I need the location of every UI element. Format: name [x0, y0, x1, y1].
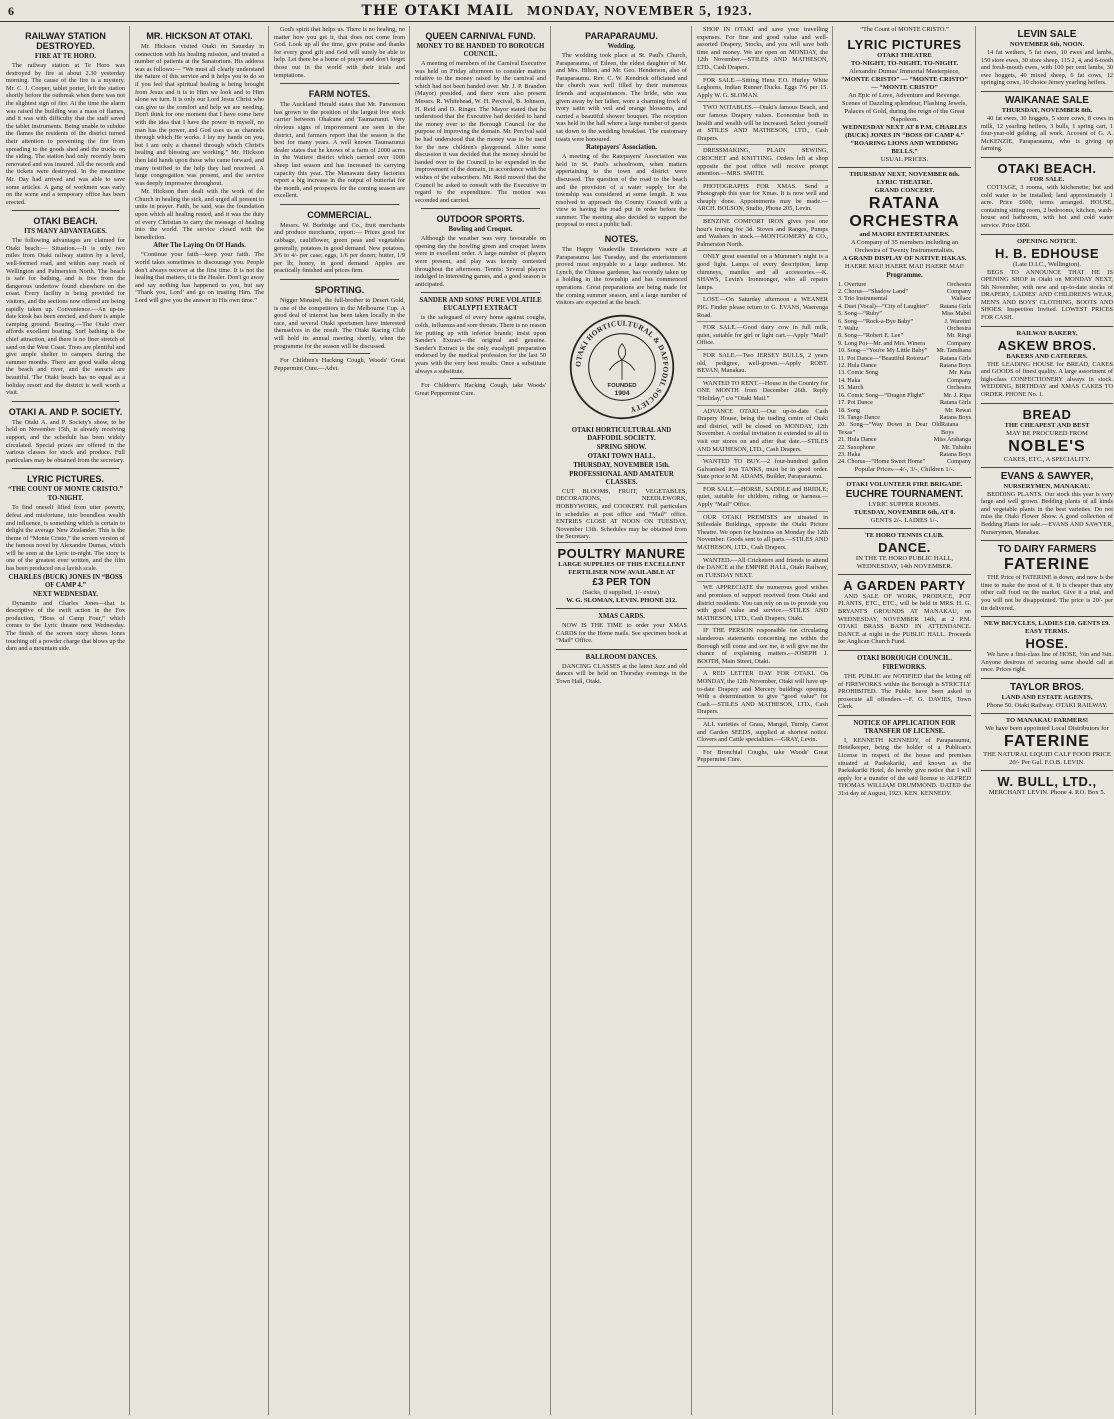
xmas-cards-advert — [556, 608, 687, 649]
advert-line: GRAND CONCERT. — [874, 186, 935, 194]
programme-item-performer: Wallace — [951, 295, 971, 303]
classified-ad: For Bronchial Coughs, take Woods' Great Peppermint Cure. — [697, 749, 828, 767]
programme-item-title: 6. Song—“Rock-a-Bye Baby” — [838, 317, 914, 325]
waikanae-sale-advert — [981, 91, 1113, 157]
column-4 — [413, 26, 551, 1415]
programme-item-performer: Miss Arahanga — [933, 436, 971, 444]
programme-item — [838, 355, 971, 362]
article-body: “Continue your faith—keep your faith. The world takes sometimes to discourage you. People don't always recover at the first time. It is not the healing that matters, it is the Healer. Don't go away and say nothing has happened to you, but say ‘Thank you, Lord’ and go on trusting Him. The Lord will give you the answer in His own time.” — [135, 251, 264, 304]
programme-item-performer: Company — [946, 339, 971, 347]
advert-text: 40 fat ewes, 30 hoggets, 5 store cows, 8 cows in milk, 12 yearling heifers, 3 bulls, 1 spring cart, 1 four-year-old gelding, all work. Account of G. A. McKENZIE, Paraparaumu, who is giving up farming. — [981, 114, 1113, 153]
programme-item-title: 4. Duet (Vocal)—“City of Laughter” — [838, 302, 929, 310]
programme-item-title: 23. Haka — [838, 450, 861, 458]
programme-item-title: 10. Song—“You're My Little Baby” — [838, 347, 928, 355]
advert-headline: OTAKI HORTICULTURAL AND DAFFODIL SOCIETY. — [571, 426, 672, 442]
advert-line: NOVEMBER 6th, NOON. — [1009, 41, 1085, 48]
column-8 — [979, 26, 1114, 1415]
article-subhead: MONEY TO BE HANDED TO BOROUGH COUNCIL. — [416, 43, 545, 58]
programme-item-title: 5. Song—“Ruby” — [838, 310, 882, 318]
programme-item — [838, 392, 971, 399]
programme-item-performer: Mr. Rewai — [944, 406, 971, 414]
programme-list — [838, 281, 971, 466]
lyric-pictures-advert — [838, 34, 971, 167]
programme-item-title: 2. Chorus—“Shadow Land” — [838, 288, 908, 295]
article-body: The railway station at Te Horo was destroyed by fire at about 2.30 yesterday morning. The cause of the fire is a mystery. Mr. C. J. Cooper, tablet porter, left the station shortly before the outbreak when there was not the slightest sign of fire. At the time the alarm was raised the building was a mass of flames, and it was with difficulty that the staff saved the tablet instruments. Being unable to subdue the flames the residents of the district turned their attention to preventing the fire from spreading to the goods shed and the trucks on the siding. The station had only recently been renovated and was insured. All the records and the tickets were destroyed. In the meantime Mr. Day had arrived and was able to save some articles. A gang of workmen was early on the scene and a temporary office has been erected. — [6, 62, 125, 206]
programme-item-performer: Mr. Tuhuhu — [941, 443, 971, 451]
programme-item-performer: Company — [946, 288, 971, 295]
programme-item-performer: Ratana Boys — [941, 421, 959, 436]
advert-line: THURSDAY, NOVEMBER 15th. — [573, 461, 670, 469]
advert-headline: BREAD — [1022, 406, 1072, 422]
issue-date: MONDAY, NOVEMBER 5, 1923. — [527, 4, 753, 19]
classified-ad: IF THE PERSON responsible for circulating slanderous statements concerning me within the Borough will come and see me, it will give me the chance of explaining matters.—JOSEPH J. BOOTH, Main Street, Otaki. — [697, 627, 828, 668]
article-headline: OUTDOOR SPORTS. — [436, 214, 525, 225]
programme-heading: Programme. — [886, 271, 923, 279]
classified-ad: ONLY great essential on a Mummer's night is a good light. Lamps of every description, lamp chimneys, mantles and all accessories.—K. SHAWS, Levin's Ironmonger, who all repairs lamps. — [697, 253, 828, 294]
programme-item — [838, 399, 971, 406]
advert-line: CAKES, ETC., A SPECIALITY. — [1003, 455, 1091, 463]
levin-sale-advert — [981, 26, 1113, 91]
advert-text: 14 fat wethers, 5 fat ewes, 10 ewes and lambs, 150 store ewes, 30 store sheep, 115 2, 4, and 6-tooth and fresh-mouth ewes, with 100 per cent lambs, 30 ewe hoggets, 40 mixed sheep, 6 fat cows, 12 springing cows, 10 choice Jersey yearling heifers. — [981, 49, 1113, 87]
programme-item-performer: J. Waretini — [944, 317, 971, 325]
advert-headline: EVANS & SAWYER, — [1000, 470, 1094, 482]
advert-line: “MONTE CRISTO” — “MONTE CRISTO” — “MONTE CRISTO” — [841, 75, 968, 91]
programme-item-performer: Ratana Boys — [939, 413, 971, 421]
advert-text: THE LEADING HOUSE for BREAD, CAKES and GOODS of finest quality. A large assortment of high-class CONFECTIONERY always in stock. WEDDING, BIRTHDAY and XMAS CAKES TO ORDER. PHONE No. 1. — [981, 360, 1113, 399]
advert-line: THURSDAY, NOVEMBER 8th. — [1001, 106, 1093, 114]
programme-item — [838, 303, 971, 310]
advert-headline: W. BULL, LTD., — [997, 773, 1097, 789]
programme-item-performer: Ratana Girls — [939, 302, 971, 310]
classified-ad: FOR SALE.—Good dairy cow in full milk, quiet, suitable for girl or light cart.—Apply “Mail” Office. — [697, 324, 828, 350]
article-body: Although the weather was very favourable on opening day the bowling green and croquet lawns were in excellent order. A large number of players were present, and play was keenly contested throughout the afternoon. Tennis: Several players indulged in interesting games, and a good season is anticipated. — [415, 235, 546, 288]
advert-headline: ASKEW BROS. — [997, 337, 1097, 353]
advert-headline: SANDER AND SONS' PURE VOLATILE EUCALYPTI EXTRACT — [419, 297, 542, 313]
classified-ad: WANTED TO RENT.—House in the Country for ONE MONTH from December 26th. Reply “Holiday,” c/o “Otaki Mail.” — [697, 380, 828, 406]
advert-headline: BALLROOM DANCES. — [585, 653, 658, 661]
advert-line: TO MANAKAU FARMERS! — [1005, 716, 1089, 724]
programme-item — [838, 362, 971, 369]
advert-line: LARGE SUPPLIES OF THIS EXCELLENT FERTILISER NOW AVAILABLE AT — [558, 560, 685, 576]
article-body: Dynamite and Charles Jones—that is descriptive of the swift action in the Fox production, “Boss of Camp Four,” which comes to the Lyric theatre next Wednesday. The finish of the screen story shows Jones touching off a powder charge that blows up the dam and a mountain side. — [6, 599, 125, 653]
advert-line: “ROARING LIONS AND WEDDING BELLS.” — [850, 139, 959, 155]
advert-text: BEDDING PLANTS. Our stock this year is very large and well grown. Bedding plants of all kinds and vegetable plants in the best varieties. Do not miss the Otaki Flower Show. A good collection of Bedding Plants for sale.—EVANS AND SAWYER, Nurserymen, Manakau. — [981, 490, 1113, 536]
programme-item — [838, 377, 971, 384]
manakau-farmers-advert — [981, 713, 1113, 770]
advert-line: WEDNESDAY NEXT AT 8 P.M. CHARLES (BUCK) JONES IN “BOSS OF CAMP 4.” — [842, 123, 967, 139]
advert-line: LYRIC SUPPER ROOMS. — [868, 500, 941, 508]
advert-text: For Children's Hacking Cough, take Woods' Great Peppermint Cure. — [415, 382, 546, 397]
programme-item-performer: Orchestra — [946, 280, 971, 288]
programme-item — [838, 436, 971, 443]
advert-line: (Sacks, if supplied, 1/- extra). — [582, 588, 661, 596]
advert-line: BAKERS AND CATERERS. — [1006, 352, 1088, 360]
programme-item-title: 21. Hula Dance — [838, 436, 877, 444]
advert-headline: FATERINE — [1004, 556, 1090, 574]
programme-item-title: 7. Waltz — [838, 325, 859, 333]
article-body: Messrs. W. Burbidge and Co., fruit merchants and produce merchants, report:— Prices good for cabbage, cauliflower, green peas and vegetables generally, potatoes in good demand. New potatoes, 3/6 to 4/- per case; eggs, 1/6 per dozen; butter, 1/9 per lb; honey, in good demand. Apples are practically finished and prices firm. — [274, 221, 405, 275]
article-headline: OTAKI A. AND P. SOCIETY. — [8, 406, 123, 417]
advert-line: W. G. SLOMAN, LEVIN. PHONE 212. — [566, 596, 677, 604]
programme-item-title: 8. Song—“Robert E. Lee” — [838, 332, 904, 340]
article-headline: NOTES. — [604, 234, 639, 245]
programme-item — [838, 281, 971, 288]
masthead — [0, 0, 1114, 22]
advert-line: THURSDAY NEXT, NOVEMBER 8th. — [849, 170, 960, 178]
programme-item-performer: Mr. Ringi — [946, 332, 971, 340]
advert-line: OTAKI TOWN HALL. — [587, 452, 656, 460]
advert-line: We have been appointed Local Distributors for — [985, 724, 1109, 732]
advert-text: We have a first-class line of HOSE, ½in and ⅝in. Anyone desirous of securing same should call at once. Prices right. — [981, 651, 1113, 674]
advert-text: AND SALE OF WORK, PRODUCE, POT PLANTS, ETC., ETC., will be held in MRS. H. G. BRYANT'S GROUNDS AT MANAKAU, on WEDNESDAY, NOVEMBER 14th, at 2 P.M. OTAKI BRASS BAND IN ATTENDANCE. DANCE at night in the PUBLIC HALL. Proceeds for Anglican Church Fund. — [838, 592, 971, 646]
licence-notice — [838, 715, 971, 802]
programme-item-title: 12. Hula Dance — [838, 362, 877, 370]
classified-ad: FOR SALE.—Sitting Hens F.O. Hurley White Leghorns, Indian Runner Ducks. Eggs 7/6 per 15. Apply W. G. SLOMAN. — [697, 77, 828, 103]
article-subhead: CHARLES (BUCK) JONES IN “BOSS OF CAMP 4.” — [8, 573, 123, 589]
advert-line: MERCHANT LEVIN. Phone 4. P.O. Box 5. — [988, 788, 1106, 796]
evans-sawyer-advert — [981, 467, 1113, 541]
advert-line: SPRING SHOW. — [596, 443, 647, 451]
classified-ad: OUR OTAKI PREMISES are situated in Stilesdale Buildings, opposite the Otaki Picture Theatre. We open for business on Monday the 12th November. Goods sent to all parts.—STILES AND MATHESON, LTD., Cash Drapers. — [697, 514, 828, 555]
advert-line: MAY BE PROCURED FROM — [1006, 429, 1088, 437]
advert-text: is the safeguard of every home against coughs, colds, influenza and sore throats. There is no reason for putting up with inferior brands; insist upon Sander's Extract—the original and genuine. Sander's Extract is the only eucalypti preparation endorsed by the medical profession for the last 50 years with the very best results. Once a substitute always a substitute. — [415, 314, 546, 375]
programme-item-performer: Ratana Girls — [939, 399, 971, 407]
column-3 — [272, 26, 410, 1415]
programme-item-title: 22. Saxophone — [838, 443, 875, 451]
classified-ad: WANTED.—All Cricketers and friends to attend the DANCE at the EMPIRE HALL, Otaki Railway, on TUESDAY NEXT. — [697, 557, 828, 583]
column-2 — [133, 26, 269, 1415]
advert-headline: LYRIC PICTURES — [847, 36, 962, 52]
programme-item-performer: Ratana Boys — [939, 450, 971, 458]
tennis-dance-advert — [838, 528, 971, 574]
article-headline: RAILWAY STATION DESTROYED. — [25, 31, 106, 51]
classified-ad: SHOP IN OTAKI and save your travelling expenses. For fine and good value and well-assorted Drapery, Stocks, and you will save both time and money. We are open on MONDAY, the 12th November.—STILES AND MATHESON, LTD., Cash Drapers. — [697, 26, 828, 75]
article-subhead: TO-NIGHT. — [47, 495, 84, 503]
seal-founded: FOUNDED — [607, 382, 636, 389]
classified-ad: ADVANCE OTAKI.—Our up-to-date Cash Drapery House, being the trading centre of Otaki and district, will be closed on MONDAY, 12th November. A cordial invitation is extended to all to visit our stores on and after that date.—STILES AND MATHESON, LTD., Cash Drapers. — [697, 408, 828, 457]
advert-headline: A GARDEN PARTY — [843, 577, 966, 593]
programme-item — [838, 310, 971, 317]
advert-subhead: FIREWORKS. — [882, 663, 927, 671]
article-subhead: Bowling and Croquet. — [448, 226, 513, 234]
article-headline: FARM NOTES. — [308, 89, 371, 100]
advert-headline: WAIKANAE SALE — [1005, 94, 1089, 106]
advert-text: NOW IS THE TIME to order your XMAS CARDS for the Home mails. See specimen book at “Mail” Office. — [556, 621, 687, 645]
advert-line: THE CHEAPEST AND BEST — [1004, 421, 1090, 429]
classified-ad: FOR SALE.—Two JERSEY BULLS, 2 years old, pedigree, well-grown.—Apply ROBT. BEVAN, Manakau. — [697, 352, 828, 378]
programme-item-title: 1. Overture — [838, 280, 867, 288]
advert-line: and MAORI ENTERTAINERS. — [859, 230, 950, 238]
programme-item — [838, 458, 971, 465]
advert-text: For Children's Hacking Cough, Woods' Great Peppermint Cure.—Advt. — [274, 357, 405, 372]
article-subhead: ITS MANY ADVANTAGES. — [24, 228, 107, 236]
programme-item-performer: Mr. Kata — [949, 369, 971, 377]
article-body: The Happy Vaudeville Entertainers were at Paraparaumu last Tuesday, and the entertainment proved most enjoyable to a large audience. Mr. Lynch, the Chinese gardener, has recently taken up a holding in the township and has commenced operations. Great preparations are being made for the coming summer season, and a large number of visitors are expected at the beach. — [556, 246, 687, 307]
advert-line: A GRAND DISPLAY OF NATIVE HAKAS. — [842, 254, 967, 262]
classified-ad: FOR SALE.—HORSE, SADDLE and BRIDLE; quiet, suitable for children, riding, or harness.—Apply “Mail” Office. — [697, 486, 828, 512]
article-subhead: Ratepayers' Association. — [586, 144, 657, 152]
programme-item-title: 11. Poi Dance—“Beautiful Rotorua” — [838, 354, 929, 362]
advert-line: GENTS 2/-. LADIES 1/-. — [870, 516, 939, 524]
advert-line: TUESDAY, NOVEMBER 6th, AT 8. — [853, 508, 956, 516]
advert-line: LYRIC THEATRE. — [876, 178, 933, 186]
advert-text: DANCING CLASSES at the latest Jazz and old dances will be held on Thursday evenings in the Town Hall, Otaki. — [556, 662, 687, 685]
article-body: Nigger Minstrel, the full-brother to Desert Gold, is one of the competitors in the Melbourne Cup. A good deal of interest has been taken locally in the race, and several Otaki sportsmen have interested themselves in the result. The Otaki Racing Club will hold its annual meeting shortly, when the programme for the season will be discussed. — [274, 297, 405, 350]
advert-headline: TAYLOR BROS. — [1010, 681, 1084, 693]
programme-item-performer: Orchestra — [946, 325, 971, 333]
ballroom-advert — [556, 649, 687, 690]
dairy-farmers-advert — [981, 540, 1113, 616]
advert-line: OTAKI VOLUNTEER FIRE BRIGADE. — [846, 480, 963, 488]
article-headline: COMMERCIAL. — [307, 209, 372, 220]
advert-headline: OTAKI BEACH. — [997, 160, 1097, 176]
programme-item — [838, 318, 971, 325]
programme-item — [838, 332, 971, 339]
programme-item — [838, 407, 971, 414]
advert-headline: H. B. EDHOUSE — [994, 245, 1099, 261]
article-headline: PARAPARAUMU. — [585, 31, 658, 41]
advert-headline: RATANA ORCHESTRA — [849, 194, 960, 230]
advert-headline: LEVIN SALE — [1017, 29, 1077, 40]
programme-item-performer: Miss Mabel — [941, 310, 971, 318]
askew-advert — [981, 326, 1113, 403]
advert-line: OTAKI THEATRE — [877, 51, 932, 59]
programme-item-performer: Orchestra — [946, 384, 971, 392]
classified-ad: BENZINE COMFORT IRON gives you one hour's ironing for 3d. Stoves and Ranges, Pumps and Washers in stock.—MONTGOMERY & CO., Palmerston North. — [697, 218, 828, 251]
article-body: Mr. Hickson visited Otaki on Saturday in connection with his healing mission, and treated a number of patients at the Sanatorium. His address was as follows:— “We must all clearly understand the nature of this service and it helps you to do so if you feel that spiritual healing is being brought from Jesus and it is to Him we look and to Him alone we turn. It is only our Lord Jesus Christ who can give us the comfort and help we are needing. Don't think for one moment that I have come here with the idea that I have the power in myself, no man has the power, and God uses us as channels through which He works. I lay my hands on you, but I am only a channel through which Christ's healing and blessing are working.” Mr. Hickson then laid hands upon those who came forward, and many testified to the help they had received. A large congregation was present, and the service was deeply impressive throughout. — [135, 43, 264, 187]
advert-line: LAND AND ESTATE AGENTS, — [1001, 693, 1093, 701]
programme-item-title: 14. Haka — [838, 376, 861, 384]
advert-line: PROFESSIONAL AND AMATEUR CLASSES. — [569, 470, 674, 486]
hose-advert — [981, 616, 1113, 678]
advert-line: Phone 50. Otaki Railway. OTAKI RAILWAY. — [986, 701, 1108, 709]
programme-item-title: 17. Poi Dance — [838, 399, 873, 407]
advert-line: TE HORO TENNIS CLUB. — [865, 531, 944, 539]
article-headline: QUEEN CARNIVAL FUND. — [425, 31, 536, 41]
classified-ad: ALL varieties of Grass, Mangel, Turnip, Carrot and Garden SEEDS, supplied at shortest notice. Clovers and Cattle specialities.—GRAY, Levin. — [697, 721, 828, 747]
advert-headline: HOSE. — [1025, 636, 1069, 652]
advert-line: NEW BICYCLES, LADIES £10. GENTS £9. EASY TERMS. — [984, 620, 1110, 636]
otaki-beach-advert — [981, 157, 1113, 234]
advert-headline: EUCHRE TOURNAMENT. — [845, 488, 964, 500]
advert-headline: XMAS CARDS. — [598, 612, 645, 620]
garden-party-advert — [838, 574, 971, 650]
article-body: The wedding took place at St. Paul's Church, Paraparaumu, of Eileen, the eldest daughter of Mr. and Mrs. Hilton, and Mr. Geo. Henderson, also of Paraparaumu. Rev. C. W. Kendrick officiated and the church was well filled by their numerous friends and acquaintances. The bride, who was given away by her father, wore a charming frock of ivory satin with veil and orange blossoms, and carried a beautiful shower bouquet. The reception was held in the hall where a large number of guests sat down to the wedding breakfast. The customary toasts were honoured. — [556, 52, 687, 143]
classified-ad: TWO NOTABLES.—Otaki's famous Beach, and our famous Drapery values. Economise both in health and wealth will be increased. Select yourself at STILES AND MATHESON, LTD., Cash Drapers. — [697, 104, 828, 145]
programme-item-title: 3. Trio Instrumental — [838, 295, 888, 303]
column-5 — [554, 26, 692, 1415]
article-subhead: Wedding. — [607, 43, 636, 50]
article-headline: SPORTING. — [314, 285, 365, 296]
programme-item-title: 18. Song — [838, 406, 861, 414]
article-subhead: FIRE AT TE HORO. — [34, 53, 97, 60]
advert-headline: POULTRY MANURE — [557, 545, 686, 561]
society-seal-emblem — [568, 313, 676, 421]
article-headline: LYRIC PICTURES. — [27, 474, 104, 485]
euchre-advert — [838, 477, 971, 528]
advert-line: FOR SALE. — [1029, 175, 1065, 183]
advert-line: (Late D.I.C., Wellington). — [1012, 260, 1082, 268]
bread-advert — [981, 403, 1113, 467]
advert-line: THE NATURAL LIQUID CALF FOOD PRICE 20/- Per Gal. F.O.B. LEVIN. — [983, 750, 1111, 766]
article-headline: MR. HICKSON AT OTAKI. — [146, 31, 253, 41]
classified-ad: A RED LETTER DAY FOR OTAKI. On MONDAY, the 12th November, Otaki will have up-to-date Drapery and Mercery buildings opening. With a determination to give “good value” for Cash.—STILES AND MATHESON, LTD., Cash Drapers. — [697, 670, 828, 719]
programme-item-performer: Ratana Girls — [939, 354, 971, 362]
classified-ad: DRESSMAKING, PLAIN SEWING, CROCHET and KNITTING. Orders left at shop opposite the post office will receive prompt attention.—MRS. SMITH. — [697, 147, 828, 180]
programme-item-title: 9. Long Poi—Mr. and Mrs. Winera — [838, 339, 925, 347]
programme-item — [838, 451, 971, 458]
borough-council-notice — [838, 650, 971, 715]
article-body: To find oneself lifted from utter poverty, defeat and misfortune, into boundless wealth and influence, is something which is certain to delight the average New Zealander. This is the theme of “Monte Cristo,” the screen version of the famous novel by Alexandre Dumas, which will be seen at the Lyric to-night. The story is one of the greatest ever written, and the film has been produced on a lavish scale. — [6, 504, 125, 573]
article-headline: OTAKI BEACH. — [33, 216, 98, 227]
advert-headline: OTAKI BOROUGH COUNCIL. — [857, 654, 952, 662]
article-body: Mr. Hickson then dealt with the work of the Church in healing the sick, and urged all present to unite in prayer. Faith, he said, was the foundation upon which all healing rested, and it was the duty of every Christian to carry the message of healing into the world. The service closed with the benediction. — [135, 188, 264, 241]
page-number: 6 — [8, 4, 14, 18]
programme-item-performer: Company — [946, 376, 971, 384]
programme-item-performer: Ratana Boys — [939, 362, 971, 370]
advert-headline: NOTICE OF APPLICATION FOR TRANSFER OF LICENSE. — [853, 719, 956, 735]
classified-ad: LOST.—On Saturday afternoon a WEANER PIG. Finder please return to G. EVANS, Waerenga Road. — [697, 296, 828, 322]
programme-item — [838, 369, 971, 376]
programme-item-performer: Mr. J. Ripa — [943, 391, 971, 399]
poultry-advert — [556, 542, 687, 608]
programme-item-title: 13. Comic Song — [838, 369, 879, 377]
bull-ltd-advert — [981, 770, 1113, 800]
article-body: God's spirit that helps us. There is no healing, no matter how you get it, that does not come from God. Look up all the time, give praise and thanks for every good gift and God will surely be able to help. Let there be a home of prayer and don't forget those out in the world with their trials and temptations. — [274, 26, 405, 79]
article-subhead: “THE COUNT OF MONTE CRISTO.” — [8, 486, 123, 494]
advert-headline: DANCE. — [878, 539, 931, 555]
programme-item-title: 19. Tango Dance — [838, 413, 880, 421]
classified-ad: PHOTOGRAPHS FOR XMAS. Send a Photograph this year for Xmas. It is now well and cheaply done. Appointments may be made.—ARCH. BOLSON, Studio, Phone 205, Levin. — [697, 183, 828, 216]
edhouse-advert — [981, 234, 1113, 326]
programme-item-title: 24. Chorus—“Home Sweet Home” — [838, 458, 926, 466]
ratana-advert — [838, 167, 971, 477]
advert-line: An Epic of Love, Adventure and Revenge. — [848, 91, 961, 99]
advert-price: £3 PER TON — [592, 576, 651, 588]
programme-item — [838, 295, 971, 302]
classified-ad: WANTED TO BUY.—2 four-hundred gallon Galvanised iron TANKS, must be in good order. State price to M. ADAMS, Builder, Paraparaumu. — [697, 458, 828, 484]
advert-line: RAILWAY BAKERY, — [1016, 329, 1078, 337]
column-7 — [836, 26, 976, 1415]
advert-line: Popular Prices—4/-, 3/-, Children 1/-. — [854, 465, 955, 473]
programme-item — [838, 421, 971, 436]
article-body: The Auckland Herald states that Mr. Parsonson has grown to the position of the largest live stock carrier between Ohakune and Taumarunui. Very obvious signs of improvement are seen in the district, and farmers report that the season is the best for many years. A well known Taumarunui dealer states that he knows of a farm of 2000 acres in the Waitere district which carried over 1000 sheep last season and has increased its carrying capacity this year. The Manawatu dairy factories report a big increase in the output of butterfat for the month, and prospects for the coming season are excellent. — [274, 101, 405, 200]
article-body: A meeting of the Ratepayers' Association was held in St. Paul's schoolroom, when matters appertaining to the town and district were discussed. The question of the road to the beach and the provision of a water supply for the township was considered at some length. It was resolved to approach the County Council with a view to having the road put in order before the summer. The meeting also decided to support the proposal to erect a public hall. — [556, 153, 687, 229]
programme-item-performer: Company — [946, 458, 971, 466]
advert-headline: FATERINE — [1004, 732, 1090, 750]
advert-text: I, KENNETH KENNEDY, of Paraparaumu, Hotelkeeper, being the holder of a Publican's License in respect of the house and premises situated at Paekakariki, and known as the Paekakariki Hotel, do hereby give notice that I will apply for a transfer of the said license to ALFRED THOMAS WILLIAM DRUMMOND. DATED the 31st day of August, 1923. KEN. KENNEDY. — [838, 736, 971, 798]
advert-line: NURSERYMEN, MANAKAU. — [1003, 482, 1091, 490]
advert-text: THE PUBLIC are NOTIFIED that the letting off of FIREWORKS within the Borough is STRICTLY PROHIBITED. The Public have been asked to prosecute all offenders.—F. G. DAVIES, Town Clerk. — [838, 672, 971, 711]
column-1 — [4, 26, 130, 1415]
programme-item — [838, 347, 971, 354]
advert-line: “The Count of MONTE CRISTO.” — [860, 26, 949, 33]
programme-item — [838, 340, 971, 347]
advert-line: Alexandre Dumas' Immortal Masterpiece, — [849, 67, 960, 75]
article-body: A meeting of members of the Carnival Executive was held on Friday afternoon to consider matters relative to the money raised by the carnival and which had not been handed over. Mr. J. P. Brandon (Mayor) presided, and there were also present Messrs. R. Whitehead, W. H. Percival, B. Johnson, H. Reid and D. Ringer. The Mayor stated that he understood that the Executive had decided to hand the money over to the Borough Council for the purpose of improving the domain. Mr. Percival said he had understood that the money was to be used for the new children's playground. After some discussion it was decided that the money should be handed over to the Council to be expended in the improvement of the domain, in accordance with the wishes of the subscribers. Mr. Reid moved that the Council be asked to consult with the Executive in regard to the expenditure. The motion was seconded and carried. — [415, 60, 546, 204]
advert-headline: NOBLE'S — [1008, 437, 1086, 455]
classified-ad: WE APPRECIATE the numerous good wishes and promises of support received from Otaki and district residents. You can rely on us to provide you with good value and service.—STILES AND MATHESON, LTD., Cash Drapers, Otaki. — [697, 584, 828, 625]
advert-line: TO-NIGHT, TO-NIGHT, TO-NIGHT. — [850, 59, 959, 67]
programme-item-title: 15. March — [838, 384, 864, 392]
article-subhead: After The Laying On Of Hands. — [153, 242, 246, 250]
programme-item — [838, 414, 971, 421]
advert-line: HAERE MAI! HAERE MAI! HAERE MAI! — [844, 262, 965, 270]
programme-item — [838, 325, 971, 332]
programme-item-performer: Mr. Tamihana — [936, 347, 971, 355]
programme-item — [838, 288, 971, 295]
seal-year: 1904 — [613, 389, 630, 397]
advert-text: THE Price of FATERINE is down, and now is the time to make the most of it. It is cheaper than any other calf food on the market. Give it a trial, and you will not be disappointed. The price is 20/- per tin delivered. — [981, 574, 1113, 612]
advert-line: OPENING NOTICE. — [1016, 237, 1078, 245]
page-columns — [4, 26, 1113, 1415]
advert-line: Scenes of Dazzling splendour, Flashing Jewels, Palaces of Gold, during the reign of the Great Napoleon. — [841, 99, 968, 123]
advert-text: BEGS TO ANNOUNCE THAT HE IS OPENING SHOP in Otaki on MONDAY NEXT, 5th November, with new and up-to-date stocks of DRAPERY, LADIES' AND CHILDREN'S WEAR, MEN'S AND BOYS' CLOTHING, BOOTS AND SHOES. Inspection Invited. LOWEST PRICES FOR CASH. — [981, 268, 1113, 322]
seal-ring-text: OTAKI HORTICULTURAL & DAFFODIL SOCIETY — [573, 318, 670, 415]
advert-headline: TO DAIRY FARMERS — [997, 544, 1097, 556]
programme-item — [838, 444, 971, 451]
advert-line: USUAL PRICES. — [880, 155, 929, 163]
newspaper-title: THE OTAKI MAIL — [361, 3, 514, 19]
taylor-bros-advert — [981, 678, 1113, 713]
advert-text: CUT BLOOMS, FRUIT, VEGETABLES, DECORATIONS, NEEDLEWORK, HOBBYWORK, and COOKERY. Full particulars in schedules at post office and “Mail” office. ENTRIES CLOSE AT NOON ON TUESDAY, November 13th. Schedules may be obtained from the Secretary. — [556, 487, 687, 541]
article-body: The following advantages are claimed for Otaki beach:— Situation.—It is only two miles from Otaki railway station by a level, well-formed road, and within easy reach of Wellington and Palmerston North. The beach is safe for bathing, and is free from the dangerous undertow found elsewhere on the coast. Every facility is being provided for visitors, and the sections now offered are being rapidly taken up. Convenience.—An up-to-date kiosk has been erected, and there is ample camping ground. Boating.—The Otaki river affords excellent boating. Surf bathing is the chief attraction, and there is no finer stretch of sand on the West Coast. Trees are plentiful and give ample shelter to campers during the summer months. There are good walks along the beach and river, and the sunsets are beautiful. The Otaki beach has no equal as a holiday resort and the district is well worth a visit. — [6, 237, 125, 397]
programme-item-title: 16. Comic Song—“Dragon Flight” — [838, 391, 925, 399]
advert-text: COTTAGE, 3 rooms, with kitchenette; hot and cold water to be installed; land approximately 1 acre. Price £600, terms arranged. HOUSE, containing sitting room, 2 bedrooms, kitchen, wash-house and bathroom, with hot and cold water service. Price £850. — [981, 183, 1113, 229]
article-subhead: NEXT WEDNESDAY. — [33, 590, 98, 598]
advert-line: A Company of 35 members including an Orchestra of Twenty Instrumentalists. — [850, 238, 959, 254]
programme-item — [838, 384, 971, 391]
advert-line: IN THE TE HORO PUBLIC HALL, WEDNESDAY, 14th NOVEMBER. — [855, 554, 954, 570]
programme-item-title: 20. Song—“Way Down in Dear Old Texas” — [838, 421, 942, 436]
article-body: The Otaki A. and P. Society's show, to be held on November 15th, is already receiving support, and the schedule has been widely circulated. Special prizes are offered in the various classes for stock and produce. Full particulars may be obtained from the secretary. — [6, 418, 125, 464]
column-6 — [695, 26, 833, 1415]
